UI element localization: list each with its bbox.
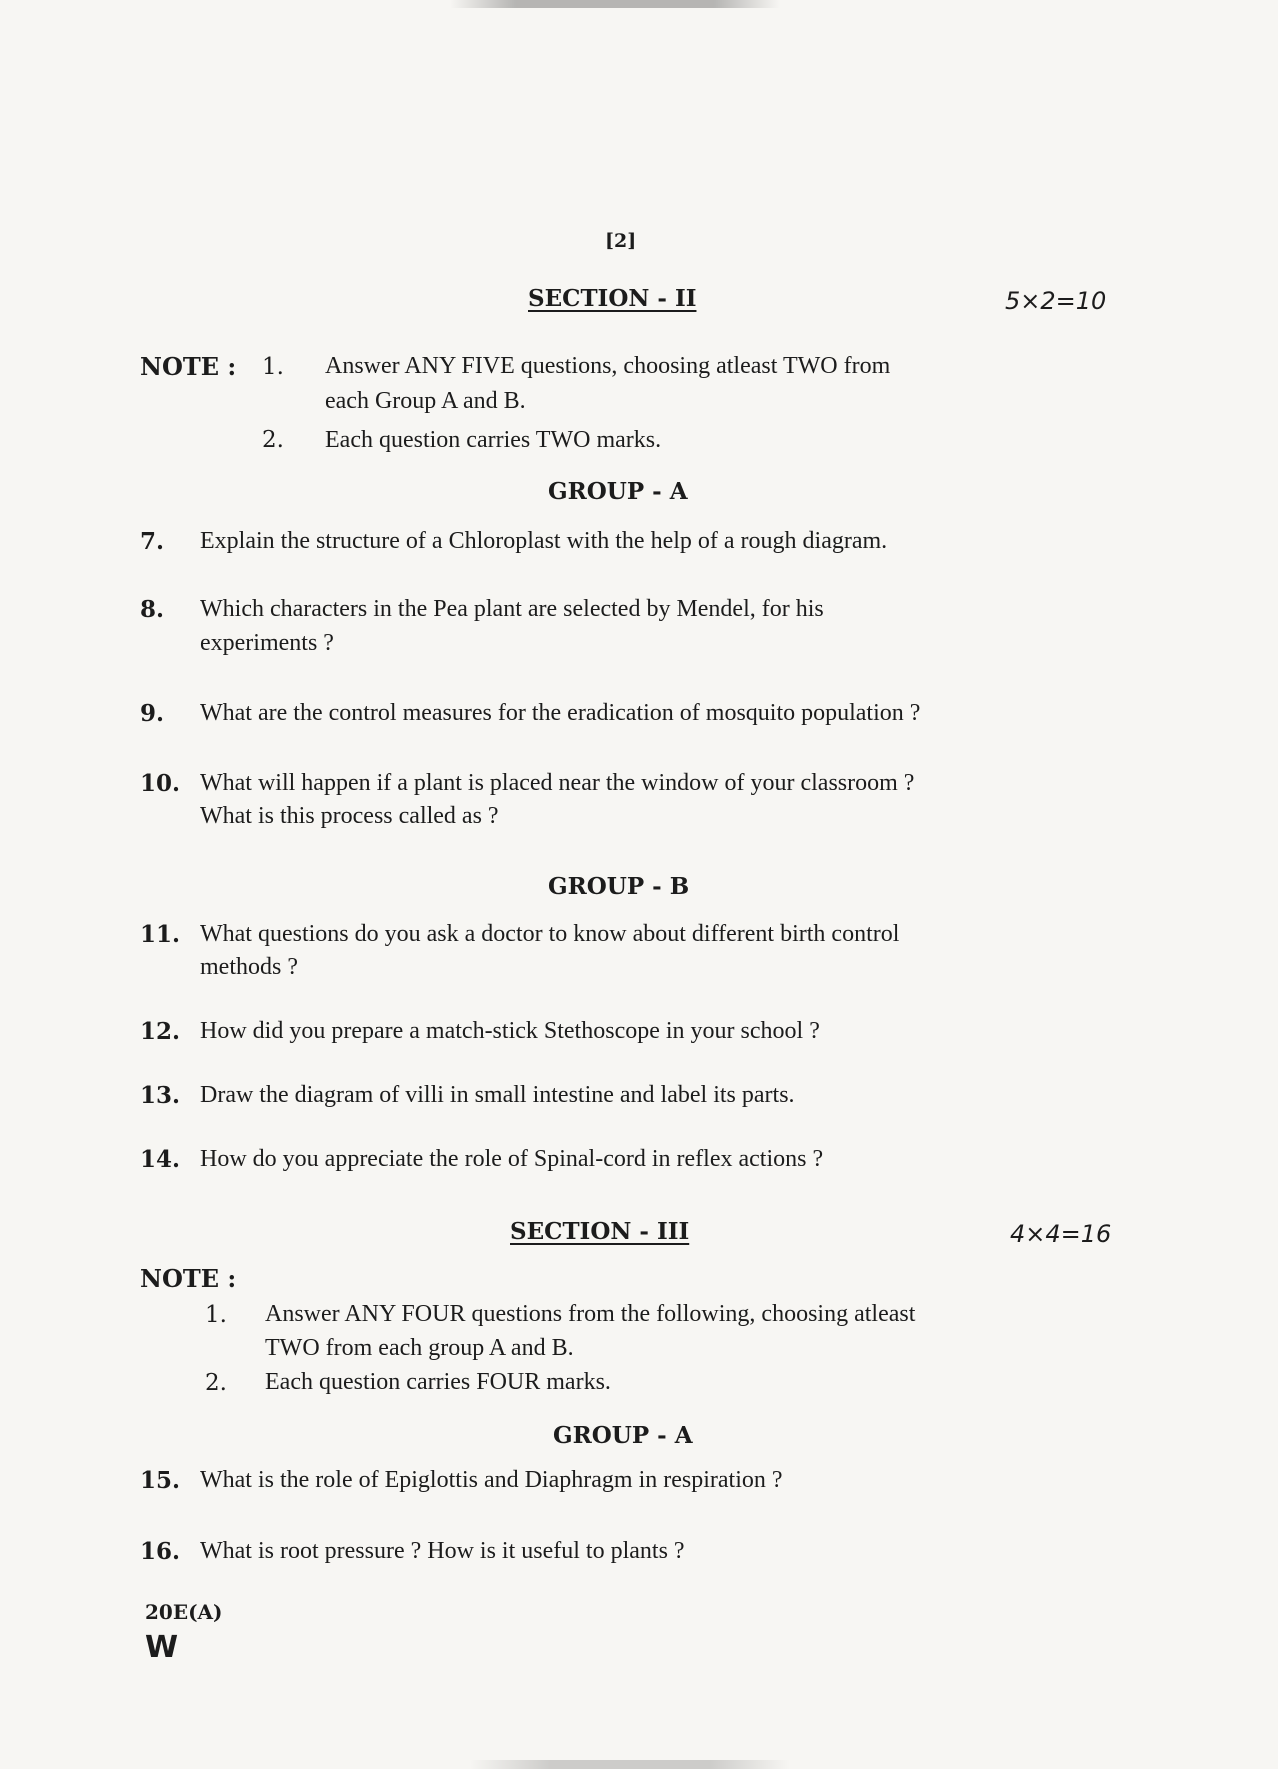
section-2-note-2: Each question carries TWO marks. (325, 427, 662, 453)
section-2-marks: 5×2=10 (1005, 287, 1107, 315)
question-text: What is root pressure ? How is it useful to plants ? (200, 1538, 685, 1564)
section-2-group-a-heading: GROUP - A (548, 478, 688, 505)
question-number: 13. (140, 1082, 181, 1109)
question-text: Explain the structure of a Chloroplast with the help of a rough diagram. (200, 528, 888, 554)
question-number: 7. (140, 528, 165, 555)
question-number: 12. (140, 1018, 181, 1045)
section-3-marks: 4×4=16 (1010, 1220, 1112, 1248)
section-2-note-1-number: 1. (262, 354, 284, 380)
question-text: methods ? (200, 954, 298, 980)
question-number: 10. (140, 770, 181, 797)
section-3-title: SECTION - III (510, 1218, 690, 1245)
question-text: What is the role of Epiglottis and Diaphragm in respiration ? (200, 1467, 783, 1493)
paper-code: 20E(A) (145, 1600, 223, 1624)
scan-edge-mark (470, 1760, 790, 1769)
question-text: How do you appreciate the role of Spinal-cord in reflex actions ? (200, 1146, 824, 1172)
question-number: 9. (140, 700, 165, 727)
question-number: 16. (140, 1538, 181, 1565)
question-text: What will happen if a plant is placed near the window of your classroom ? (200, 770, 915, 796)
section-3-note-1-number: 1. (205, 1302, 227, 1328)
question-text: What are the control measures for the eradication of mosquito population ? (200, 700, 921, 726)
question-text: How did you prepare a match-stick Stethoscope in your school ? (200, 1018, 820, 1044)
version-letter: W (145, 1630, 179, 1665)
page-number: [2] (605, 230, 637, 252)
question-number: 8. (140, 596, 165, 623)
scan-edge-mark (450, 0, 780, 8)
section-2-note-label: NOTE : (140, 352, 237, 381)
section-3-note-2-number: 2. (205, 1370, 227, 1396)
section-3-note-label: NOTE : (140, 1264, 237, 1293)
question-text: Draw the diagram of villi in small intestine and label its parts. (200, 1082, 795, 1108)
question-text: Which characters in the Pea plant are selected by Mendel, for his (200, 596, 824, 622)
section-2-group-b-heading: GROUP - B (548, 873, 690, 900)
section-2-note-2-number: 2. (262, 427, 284, 453)
section-3-group-a-heading: GROUP - A (553, 1422, 693, 1449)
question-text: What is this process called as ? (200, 803, 499, 829)
section-3-note-2: Each question carries FOUR marks. (265, 1369, 611, 1395)
section-2-note-1-line-2: each Group A and B. (325, 388, 526, 414)
section-2-title: SECTION - II (528, 285, 697, 312)
question-number: 11. (140, 921, 181, 948)
section-3-note-1-line-1: Answer ANY FOUR questions from the following, choosing atleast (265, 1301, 916, 1327)
question-text: experiments ? (200, 630, 334, 656)
section-2-note-1-line-1: Answer ANY FIVE questions, choosing atleast TWO from (325, 353, 891, 379)
question-text: What questions do you ask a doctor to know about different birth control (200, 921, 900, 947)
question-number: 15. (140, 1467, 181, 1494)
question-number: 14. (140, 1146, 181, 1173)
section-3-note-1-line-2: TWO from each group A and B. (265, 1335, 574, 1361)
